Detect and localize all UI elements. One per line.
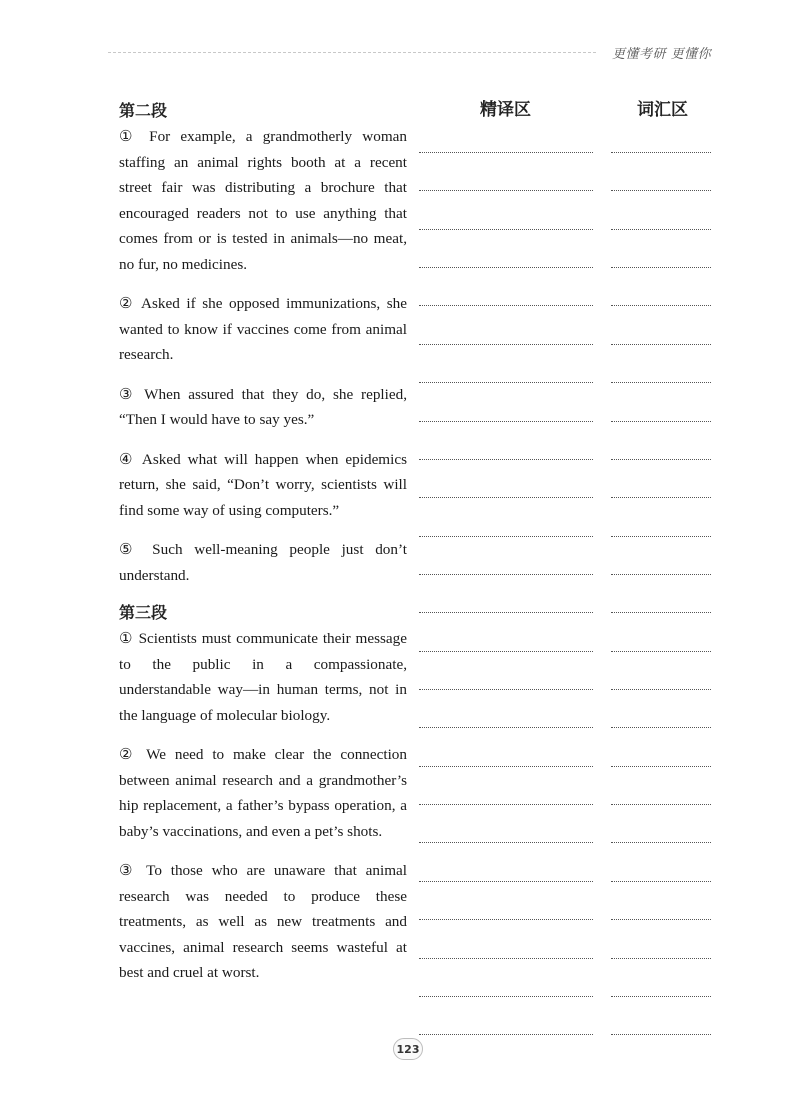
writing-line[interactable] (419, 537, 593, 575)
writing-line[interactable] (419, 383, 593, 421)
writing-line[interactable] (419, 422, 593, 460)
paragraph-3-3: ③ To those who are unaware that animal research was needed to produce these treatments, as well as new treatments and vaccines, animal research seems wasteful at best and cruel at worst. (119, 862, 407, 981)
paragraph-3-1: ① Scientists must communicate their message to the public in a compassionate, understandable way—in human terms, not in the language of molecular biology. (119, 630, 407, 724)
writing-line[interactable] (611, 613, 711, 651)
writing-line[interactable] (419, 460, 593, 498)
translation-writing-area[interactable] (419, 152, 593, 1035)
writing-line[interactable] (611, 460, 711, 498)
section-title-2: 第二段 (119, 101, 168, 120)
writing-line[interactable] (611, 191, 711, 229)
writing-line[interactable] (611, 882, 711, 920)
writing-line[interactable] (611, 959, 711, 997)
writing-line[interactable] (419, 959, 593, 997)
vocabulary-writing-area[interactable] (611, 152, 711, 1035)
writing-line[interactable] (611, 652, 711, 690)
writing-line[interactable] (419, 191, 593, 229)
writing-line[interactable] (419, 230, 593, 268)
writing-line[interactable] (419, 997, 593, 1035)
writing-line[interactable] (419, 575, 593, 613)
writing-line[interactable] (611, 690, 711, 728)
page-number: 123 (393, 1038, 423, 1060)
writing-line[interactable] (419, 805, 593, 843)
writing-line[interactable] (611, 268, 711, 306)
writing-line[interactable] (611, 843, 711, 881)
passage-text-column (119, 98, 407, 1000)
writing-line[interactable] (611, 537, 711, 575)
writing-line[interactable] (611, 422, 711, 460)
vocabulary-column-heading: 词汇区 (637, 100, 688, 120)
writing-line[interactable] (419, 843, 593, 881)
writing-line[interactable] (611, 345, 711, 383)
paragraph-3-2: ② We need to make clear the connection between animal research and a grandmother’s hip replacement, a father’s bypass operation, a baby’s vaccinations, and even a pet’s shots. (119, 746, 407, 840)
writing-line[interactable] (419, 498, 593, 536)
writing-line[interactable] (611, 153, 711, 191)
writing-line[interactable] (611, 767, 711, 805)
paragraph-2-1: ① For example, a grandmotherly woman staffing an animal rights booth at a recent street fair was distributing a brochure that encouraged readers not to use anything that comes from or is tested in animals—no meat, no fur, no medicines. (119, 128, 407, 273)
writing-line[interactable] (419, 268, 593, 306)
header-divider (108, 52, 596, 53)
writing-line[interactable] (611, 805, 711, 843)
writing-line[interactable] (611, 498, 711, 536)
writing-line[interactable] (419, 306, 593, 344)
writing-line[interactable] (419, 728, 593, 766)
writing-line[interactable] (419, 345, 593, 383)
writing-line[interactable] (419, 652, 593, 690)
writing-line[interactable] (419, 920, 593, 958)
writing-line[interactable] (419, 690, 593, 728)
writing-line[interactable] (419, 613, 593, 651)
header-slogan: 更懂考研 更懂你 (612, 47, 712, 62)
writing-line[interactable] (611, 575, 711, 613)
paragraph-2-5: ⑤ Such well-meaning people just don’t understand. (119, 541, 407, 584)
translation-column-heading: 精译区 (480, 100, 531, 120)
writing-line[interactable] (611, 306, 711, 344)
writing-line[interactable] (419, 153, 593, 191)
writing-line[interactable] (611, 920, 711, 958)
paragraph-2-3: ③ When assured that they do, she replied, “Then I would have to say yes.” (119, 385, 407, 428)
section-title-3: 第三段 (119, 603, 168, 622)
writing-line[interactable] (611, 383, 711, 421)
writing-line[interactable] (419, 767, 593, 805)
paragraph-2-4: ④ Asked what will happen when epidemics return, she said, “Don’t worry, scientists will find some way of using computers.” (119, 450, 407, 519)
writing-line[interactable] (419, 882, 593, 920)
writing-line[interactable] (611, 230, 711, 268)
paragraph-2-2: ② Asked if she opposed immunizations, she wanted to know if vaccines come from animal research. (119, 295, 407, 363)
writing-line[interactable] (611, 997, 711, 1035)
writing-line[interactable] (611, 728, 711, 766)
